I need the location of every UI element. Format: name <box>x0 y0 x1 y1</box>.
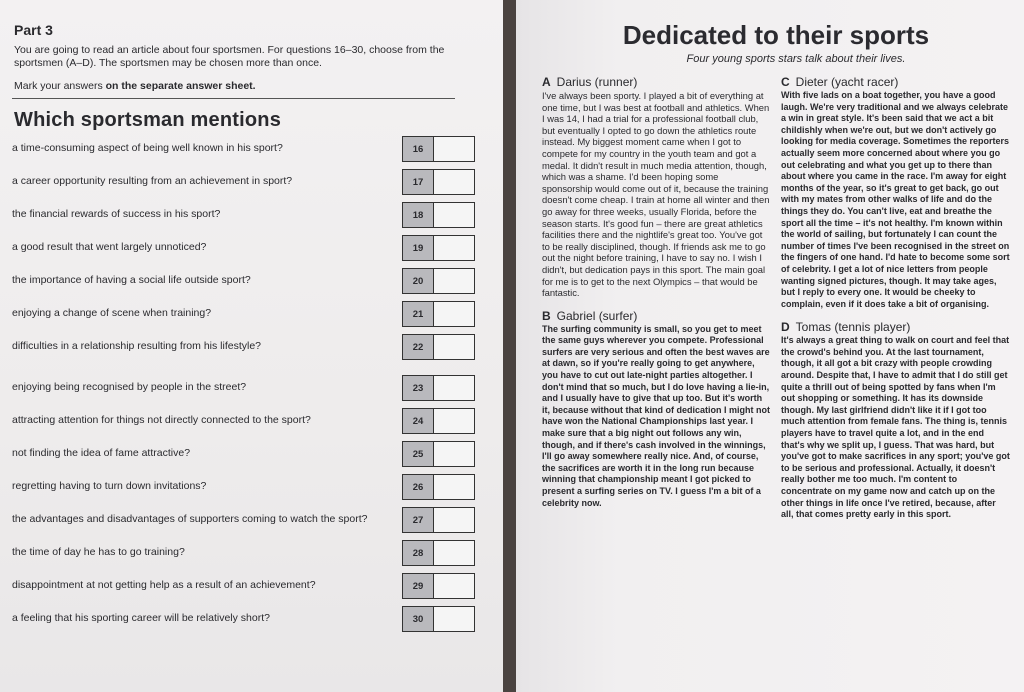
answer-box[interactable] <box>433 202 475 228</box>
question-row <box>10 235 485 268</box>
question-number: 23 <box>402 375 434 401</box>
answer-box[interactable] <box>433 268 475 294</box>
article-section-b <box>542 309 771 510</box>
question-row <box>10 301 485 334</box>
answer-box[interactable] <box>433 301 475 327</box>
question-text: disappointment at not getting help as a result of an achievement? <box>12 579 316 591</box>
question-row <box>10 268 485 301</box>
question-number: 20 <box>402 268 434 294</box>
answer-box[interactable] <box>433 169 475 195</box>
question-page <box>0 0 503 692</box>
article-column-left <box>542 75 771 531</box>
question-text: a time-consuming aspect of being well known in his sport? <box>12 142 283 154</box>
question-text: the importance of having a social life outside sport? <box>12 274 251 286</box>
question-number: 26 <box>402 474 434 500</box>
question-row <box>10 573 485 606</box>
section-heading <box>781 75 1010 89</box>
section-letter: C <box>781 75 790 89</box>
section-name: Darius (runner) <box>556 75 638 89</box>
question-number: 29 <box>402 573 434 599</box>
answer-sheet-note <box>14 80 485 92</box>
section-text: It's always a great thing to walk on court and feel that the crowd's behind you. At the last tournament, though, it all got a bit crazy with people crowding around. Despite that, I have to admit that I do still get quite a thrill out of being spotted by fans when I'm out shopping or something. It has its downside though. My last girlfriend didn't like it if I got too much attention from female fans. The thing is, tennis players have to travel quite a lot, and in the end that's why we split up, I guess. That was hard, but you've got to make sacrifices in any sport; you've got to be serious and professional. Actually, it doesn't really bother me too much. I'm content to concentrate on my game now and catch up on the other things in life once I've retired, because, after all, that comes pretty early in this sport. <box>781 335 1010 520</box>
section-text: The surfing community is small, so you get to meet the same guys wherever you compete. Professional surfers are very serious and often the best waves are at dawn, so if you're really going to get anywhere, you have to cut out late-night parties altogether. I don't mind that so much, but I do love having a lie-in, and I usually have to give that up too. But it's worth it, because without that kind of dedication I might not have won the National Championships last year. I make sure that a big night out follows any win, though, and if there's cash involved in the winnings, I'll go away somewhere really nice. And, of course, the sacrifices are worth it in the long run because winning that championship meant I got picked to present a surfing series on TV. I guess I'm a bit of a celebrity now. <box>542 323 770 508</box>
question-row <box>10 136 485 169</box>
question-number: 16 <box>402 136 434 162</box>
question-text: the time of day he has to go training? <box>12 546 185 558</box>
section-letter: A <box>542 75 551 89</box>
question-row <box>10 202 485 235</box>
question-number: 17 <box>402 169 434 195</box>
article-section-a <box>542 75 771 299</box>
section-name: Tomas (tennis player) <box>795 320 911 335</box>
question-row <box>10 540 485 573</box>
question-number: 25 <box>402 441 434 467</box>
question-row <box>10 441 485 474</box>
question-row <box>10 169 485 202</box>
article-columns <box>542 75 1010 531</box>
section-heading <box>781 320 1010 334</box>
question-text: regretting having to turn down invitations? <box>12 480 207 492</box>
article-title: Dedicated to their sports <box>622 20 930 50</box>
instructions: You are going to read an article about four sportsmen. For questions 16–30, choose from the sportsmen (A–D). The sportsmen may be chosen more than once. <box>14 44 445 69</box>
question-text: the financial rewards of success in his sport? <box>12 208 221 220</box>
question-number: 27 <box>402 507 434 533</box>
section-heading: Which sportsman mentions <box>14 109 282 131</box>
question-number: 30 <box>402 606 434 632</box>
answer-box[interactable] <box>433 573 475 599</box>
part-label: Part 3 <box>14 22 53 38</box>
article-section-c <box>781 75 1010 310</box>
section-letter: D <box>781 320 790 335</box>
answer-box[interactable] <box>433 606 475 632</box>
answer-box[interactable] <box>433 441 475 467</box>
answer-box[interactable] <box>433 334 475 360</box>
answer-sheet-note-text: Mark your answers <box>14 80 106 92</box>
question-number: 24 <box>402 408 434 434</box>
answer-box[interactable] <box>433 136 475 162</box>
question-number: 19 <box>402 235 434 261</box>
question-row <box>10 507 485 540</box>
question-row <box>10 408 485 441</box>
question-text: the advantages and disadvantages of supporters coming to watch the sport? <box>12 513 368 525</box>
answer-box[interactable] <box>433 540 475 566</box>
answer-box[interactable] <box>433 408 475 434</box>
question-number: 22 <box>402 334 434 360</box>
article-section-d <box>781 320 1010 521</box>
answer-box[interactable] <box>433 375 475 401</box>
section-letter: B <box>542 308 551 323</box>
section-name: Gabriel (surfer) <box>556 308 638 323</box>
question-row <box>10 375 485 408</box>
question-text: enjoying being recognised by people in the street? <box>12 381 247 393</box>
article-column-right <box>781 75 1010 531</box>
question-text: a good result that went largely unnoticed? <box>12 241 207 253</box>
question-text: a feeling that his sporting career will be relatively short? <box>12 612 270 624</box>
question-number: 18 <box>402 202 434 228</box>
section-name: Dieter (yacht racer) <box>795 75 899 89</box>
question-text: a career opportunity resulting from an achievement in sport? <box>12 175 293 187</box>
question-text: attracting attention for things not directly connected to the sport? <box>12 414 311 426</box>
article-page <box>516 0 1024 692</box>
article-subtitle: Four young sports stars talk about their lives. <box>686 53 906 65</box>
answer-sheet-note-bold: on the separate answer sheet. <box>105 80 256 92</box>
section-text: I've always been sporty. I played a bit of everything at one time, but I was best at football and athletics. When I was 14, I had a trial for a professional football club, but eventually I opted to go down the athletics route instead. My biggest moment came when I got to compete for my country in the youth team and got a medal. It didn't result in much media attention, though, which was a shame. I'd been hoping some sponsorship would come out of it, because the training doesn't come cheap. I train at home all winter and then go away for three weeks, usually Florida, before the season starts. It's good fun – there are great athletics facilities there and the nightlife's great too. You've got to be really disciplined, though. If friends ask me to go out the night before training, I have to say no. I wish I didn't, but dedication pays in this sport. The main goal for me is to get to the next Olympics – that would be fantastic. <box>542 90 770 299</box>
answer-box[interactable] <box>433 235 475 261</box>
section-heading <box>542 309 771 323</box>
question-row <box>10 334 485 367</box>
question-text: difficulties in a relationship resulting from his lifestyle? <box>12 340 262 352</box>
question-row <box>10 474 485 507</box>
question-text: enjoying a change of scene when training? <box>12 307 212 319</box>
question-text: not finding the idea of fame attractive? <box>12 447 191 459</box>
question-list <box>10 136 485 639</box>
answer-box[interactable] <box>433 474 475 500</box>
question-number: 21 <box>402 301 434 327</box>
section-text: With five lads on a boat together, you have a good laugh. We're very traditional and we always celebrate a win in great style. It's been said that we act a bit childishly when we're out, but we don't actively go looking for media coverage. Sometimes the reporters actually seem more concerned about where you go out celebrating and what you get up to there than about where you came in the race. I'm away for eight months of the year, so it's great to get back, go out with my mates from other walks of life and do the things they do. You can't live, eat and breathe the sport all the time – it's not healthy. I'm known within the world of sailing, but fortunately I can count the number of times I've been recognised in the street on the fingers of one hand. I'd hate to become some sort of celebrity. I get a lot of nice letters from people wanting signed pictures, though. It may take ages, but I reply to every one. It would be cheeky to complain, even if it does take a bit of organising. <box>781 90 1010 309</box>
question-row <box>10 606 485 639</box>
section-heading <box>542 75 771 89</box>
answer-box[interactable] <box>433 507 475 533</box>
question-number: 28 <box>402 540 434 566</box>
divider <box>12 98 455 99</box>
